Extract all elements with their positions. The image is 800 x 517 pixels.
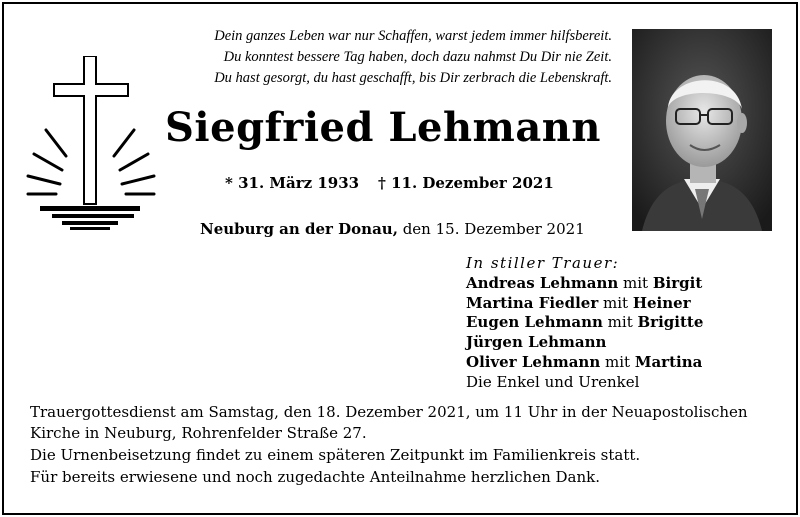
mourner-name: Andreas Lehmann [466,273,619,292]
thanks-text: Für bereits erwiesene und noch zugedachte Anteilnahme herzlichen Dank. [30,468,600,486]
mourners-closing: Die Enkel und Urenkel [466,372,640,391]
mourner-with: mit [598,293,633,312]
mourner-name: Jürgen Lehmann [466,333,607,352]
poem [120,26,612,89]
death-date: † 11. Dezember 2021 [378,174,554,192]
poem-line: Du hast gesorgt, du hast geschafft, bis Dir zerbrach die Lebenskraft. [214,70,612,86]
mourners-intro: In stiller Trauer: [466,254,620,272]
mourner-partner: Birgit [652,273,703,292]
birth-date: * 31. März 1933 [225,174,360,192]
mourner-name: Martina Fiedler [466,293,599,312]
service-text: Trauergottesdienst am Samstag, den 18. Dezember 2021, um 11 Uhr in der Neuapostolischen Kirche in Neuburg, Rohrenfelder Straße 27. [30,403,748,442]
mourner-partner: Martina [634,352,703,371]
mourners-list [466,254,703,393]
poem-line: Dein ganzes Leben war nur Schaffen, warst jedem immer hilfsbereit. [214,28,612,44]
mourner-with: mit [618,273,653,292]
mourner-with: mit [600,352,635,371]
mourner-name: Eugen Lehmann [466,313,603,332]
mourner-line [466,294,703,314]
mourner-line [466,333,703,353]
place-city: Neuburg an der Donau, [200,220,398,238]
burial-text: Die Urnenbeisetzung findet zu einem späteren Zeitpunkt im Familienkreis statt. [30,446,641,464]
portrait-photo [632,29,772,231]
poem-line: Du konntest bessere Tag haben, doch dazu nahmst Du Dir nie Zeit. [223,49,612,65]
mourner-line [466,274,703,294]
mourner-partner: Heiner [632,293,691,312]
mourner-name: Oliver Lehmann [466,352,601,371]
deceased-name: Siegfried Lehmann [165,104,601,151]
mourner-with: mit [602,313,638,332]
service-info [30,402,770,489]
mourner-line [466,313,703,333]
place-date-line [200,220,585,238]
mourner-line [466,353,703,373]
mourner-partner: Brigitte [637,313,704,332]
place-date: den 15. Dezember 2021 [397,220,585,238]
